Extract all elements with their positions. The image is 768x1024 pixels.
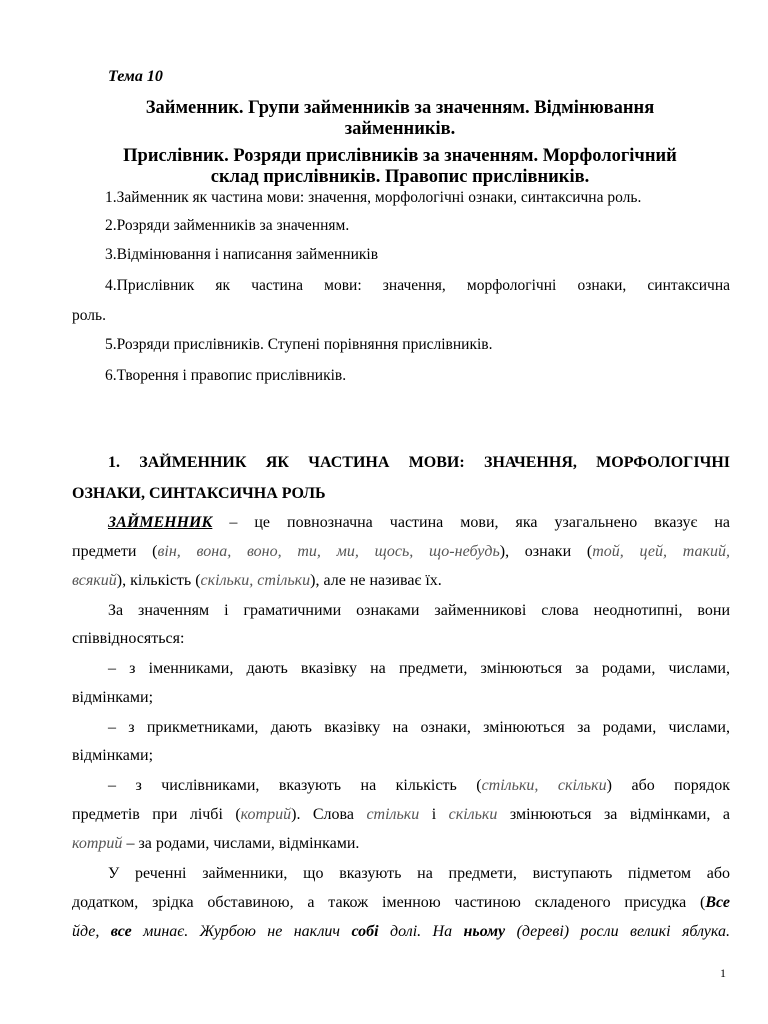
plan-item-6: [72, 365, 730, 387]
example-words: скільки: [448, 806, 498, 823]
list-item-text: – за родами, числами, відмінками.: [122, 835, 360, 852]
list-item-cont: [72, 800, 730, 829]
paragraph-text: За значенням і граматичними ознаками займенникові слова неоднотипні, вони: [108, 602, 730, 619]
plan-item-4-cont: роль.: [72, 307, 106, 324]
title-line: займенників.: [344, 119, 456, 139]
paragraph-line: співвідносяться:: [72, 630, 185, 647]
title-line: Займенник. Групи займенників за значенням. Відмінювання: [145, 98, 655, 118]
example-words: він, вона, воно, ти, ми, щось, що-небудь: [157, 543, 500, 560]
example-pronoun: Все: [705, 894, 730, 911]
paragraph-text: додатком, зрідка обставиною, а також іменною частиною складеного присудка (: [72, 894, 706, 911]
paragraph-line: [72, 888, 730, 917]
example-sentence: долі. На: [378, 923, 464, 940]
paragraph-line: [72, 917, 730, 946]
paragraph-line: [72, 859, 730, 888]
term-pronoun: ЗАЙМЕННИК: [108, 514, 213, 531]
topic-label: Тема 10: [108, 68, 163, 85]
definition-line: [72, 537, 730, 566]
section-heading-text: 1. ЗАЙМЕННИК ЯК ЧАСТИНА МОВИ: ЗНАЧЕННЯ, МОРФОЛОГІЧНІ: [108, 454, 730, 471]
list-item: [72, 713, 730, 742]
example-pronoun: собі: [351, 923, 379, 940]
definition-text: ), кількість (: [116, 572, 201, 589]
list-item-text: змінюються за відмінками, а: [497, 806, 730, 823]
list-item: [72, 771, 730, 800]
plan-text: 3.Відмінювання і написання займенників: [105, 246, 379, 263]
list-item-text: – з прикметниками, дають вказівку на ознаки, змінюються за родами, числами,: [108, 719, 730, 736]
plan-text: 2.Розряди займенників за значенням.: [105, 217, 350, 234]
list-item-text: – з іменниками, дають вказівку на предмети, змінюються за родами, числами,: [108, 660, 730, 677]
definition-text: ), але не називає їх.: [310, 572, 442, 589]
example-words: стільки, скільки: [481, 777, 607, 794]
plan-item-4: [72, 275, 730, 297]
plan-item-3: [72, 244, 730, 266]
example-words: скільки, стільки: [200, 572, 311, 589]
list-item: [72, 654, 730, 683]
list-item-text: предметів при лічбі (: [72, 806, 241, 823]
example-sentence: (дереві) росли великі яблука.: [505, 923, 730, 940]
list-item-text: ) або порядок: [606, 777, 731, 794]
list-item-cont: [72, 829, 730, 858]
plan-item-5: [72, 334, 730, 356]
list-item-cont: відмінками;: [72, 689, 154, 706]
page-number: 1: [720, 966, 726, 980]
example-words: той, цей, такий,: [592, 543, 731, 560]
list-item-text: – з числівниками, вказують на кількість (: [108, 777, 482, 794]
plan-text: 6.Творення і правопис прислівників.: [105, 367, 347, 384]
plan-text: 1.Займенник як частина мови: значення, морфологічні ознаки, синтаксична роль.: [105, 189, 642, 206]
plan-text: 4.Прислівник як частина мови: значення, морфологічні ознаки, синтаксична: [105, 277, 730, 294]
definition-line: [72, 508, 730, 537]
example-pronoun: ньому: [463, 923, 506, 940]
plan-item-2: [72, 215, 730, 237]
paragraph-text: У реченні займенники, що вказують на предмети, виступають підметом або: [108, 865, 730, 882]
example-words: котрий: [72, 835, 123, 852]
definition-text: предмети (: [72, 543, 158, 560]
definition-text: ), ознаки (: [499, 543, 593, 560]
definition-text: – це повнозначна частина мови, яка узагальнено вказує на: [212, 514, 730, 531]
list-item-text: і: [419, 806, 449, 823]
section-heading: [72, 447, 730, 478]
example-pronoun: все: [110, 923, 132, 940]
example-words: стільки: [366, 806, 420, 823]
plan-text: 5.Розряди прислівників. Ступені порівняння прислівників.: [105, 336, 493, 353]
list-item-cont: відмінками;: [72, 747, 154, 764]
section-heading-cont: ОЗНАКИ, СИНТАКСИЧНА РОЛЬ: [72, 485, 326, 502]
title-line: Прислівник. Розряди прислівників за значенням. Морфологічний: [123, 146, 677, 166]
title-line: склад прислівників. Правопис прислівників.: [210, 167, 590, 187]
example-words: всякий: [72, 572, 117, 589]
list-item-text: ). Слова: [291, 806, 367, 823]
example-words: котрий: [240, 806, 292, 823]
paragraph-line: [72, 596, 730, 625]
title-block-pronoun: [60, 98, 740, 140]
example-sentence: йде,: [72, 923, 111, 940]
title-block-adverb: [60, 146, 740, 188]
plan-item-1: [72, 187, 730, 209]
example-sentence: минає. Журбою не наклич: [131, 923, 352, 940]
definition-line: [72, 566, 730, 595]
